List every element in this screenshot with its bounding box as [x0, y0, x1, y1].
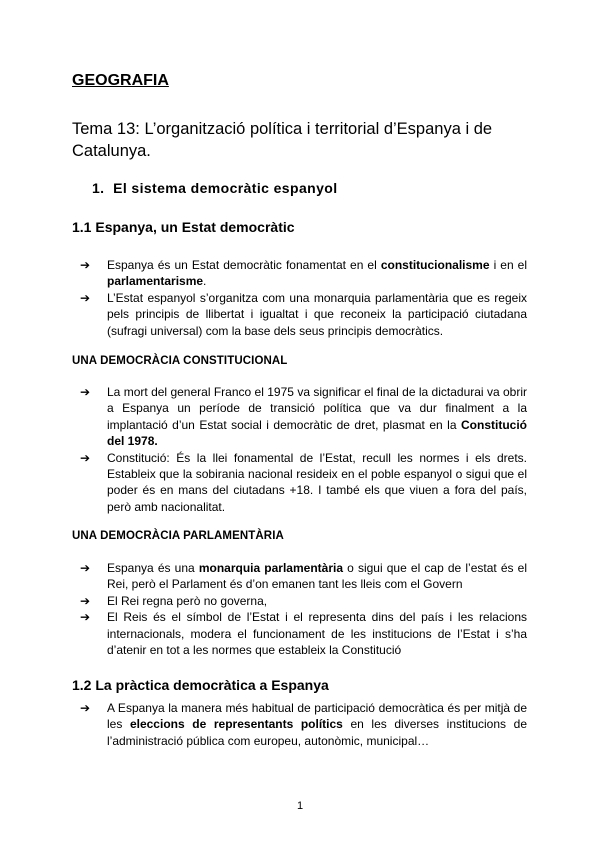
list-item: ➔ A Espanya la manera més habitual de participació democràtica és per mitjà de les eleccions de representants polítics en les diverses institucions de l’administració pública com europeu, autonòmic, municipal…	[80, 701, 527, 748]
arrow-bullet-icon: ➔	[80, 701, 91, 715]
arrow-bullet-icon: ➔	[80, 385, 91, 399]
page-number: 1	[296, 800, 304, 812]
heading-democracia-constitucional: UNA DEMOCRÀCIA CONSTITUCIONAL	[72, 355, 288, 367]
bullet-list-constitucional	[80, 384, 527, 515]
list-item: ➔ L’Estat espanyol s’organitza com una monarquia parlamentària que es regeix pels principis de llibertat i igualtat i que reconeix la participació ciutadana (sufragi universal) com la base dels seus principis democràtics.	[80, 290, 527, 338]
bullet-list-parlamentaria	[80, 560, 527, 658]
arrow-bullet-icon: ➔	[80, 258, 91, 272]
arrow-bullet-icon: ➔	[80, 450, 91, 465]
subject-title: GEOGRAFIA	[72, 72, 169, 89]
subsection-title-1-2: 1.2 La pràctica democràtica a Espanya	[72, 677, 329, 693]
bullet-list-1-1	[80, 257, 527, 339]
list-item: ➔ El Rei regna però no governa,	[80, 593, 268, 608]
section-heading	[92, 180, 338, 196]
subsection-title-1-1: 1.1 Espanya, un Estat democràtic	[72, 219, 295, 235]
list-item: ➔ La mort del general Franco el 1975 va significar el final de la dictadurai va obrir a Espanya un període de transició política que va dur finalment a la implantació d’un Estat social i democràtic de dret, plasmat en la Constitució del 1978.	[80, 385, 527, 449]
list-item: ➔ Constitució: És la llei fonamental de l’Estat, recull les normes i els drets. Estableix que la sobirania nacional resideix en el poble espanyol o sigui que el poder és en mans del ciutadans +18. I també els que viuen a fora del país, però amb nacionalitat.	[80, 450, 527, 514]
arrow-bullet-icon: ➔	[80, 593, 91, 608]
arrow-bullet-icon: ➔	[80, 290, 91, 305]
section-title: El sistema democràtic espanyol	[113, 180, 338, 196]
list-item: ➔ El Reis és el símbol de l’Estat i el representa dins del país i les relacions internacionals, modera el funcionament de les institucions de l’Estat i s’ha d’atenir en tot a les normes que estableix la Constitució	[80, 610, 527, 658]
list-item: ➔ Espanya és un Estat democràtic fonamentat en el constitucionalisme i en el parlamentarisme.	[80, 258, 528, 289]
arrow-bullet-icon: ➔	[80, 561, 91, 575]
heading-democracia-parlamentaria: UNA DEMOCRÀCIA PARLAMENTÀRIA	[72, 530, 284, 542]
list-item: ➔ Espanya és una monarquia parlamentària o sigui que el cap de l’estat és el Rei, però el Parlament és d’on emanen tant les lleis com el Govern	[80, 561, 527, 592]
topic-title: Tema 13: L’organització política i territorial d’Espanya i de Catalunya.	[72, 120, 493, 160]
arrow-bullet-icon: ➔	[80, 610, 91, 625]
bullet-list-1-2	[80, 700, 527, 749]
section-number: 1.	[92, 180, 105, 196]
